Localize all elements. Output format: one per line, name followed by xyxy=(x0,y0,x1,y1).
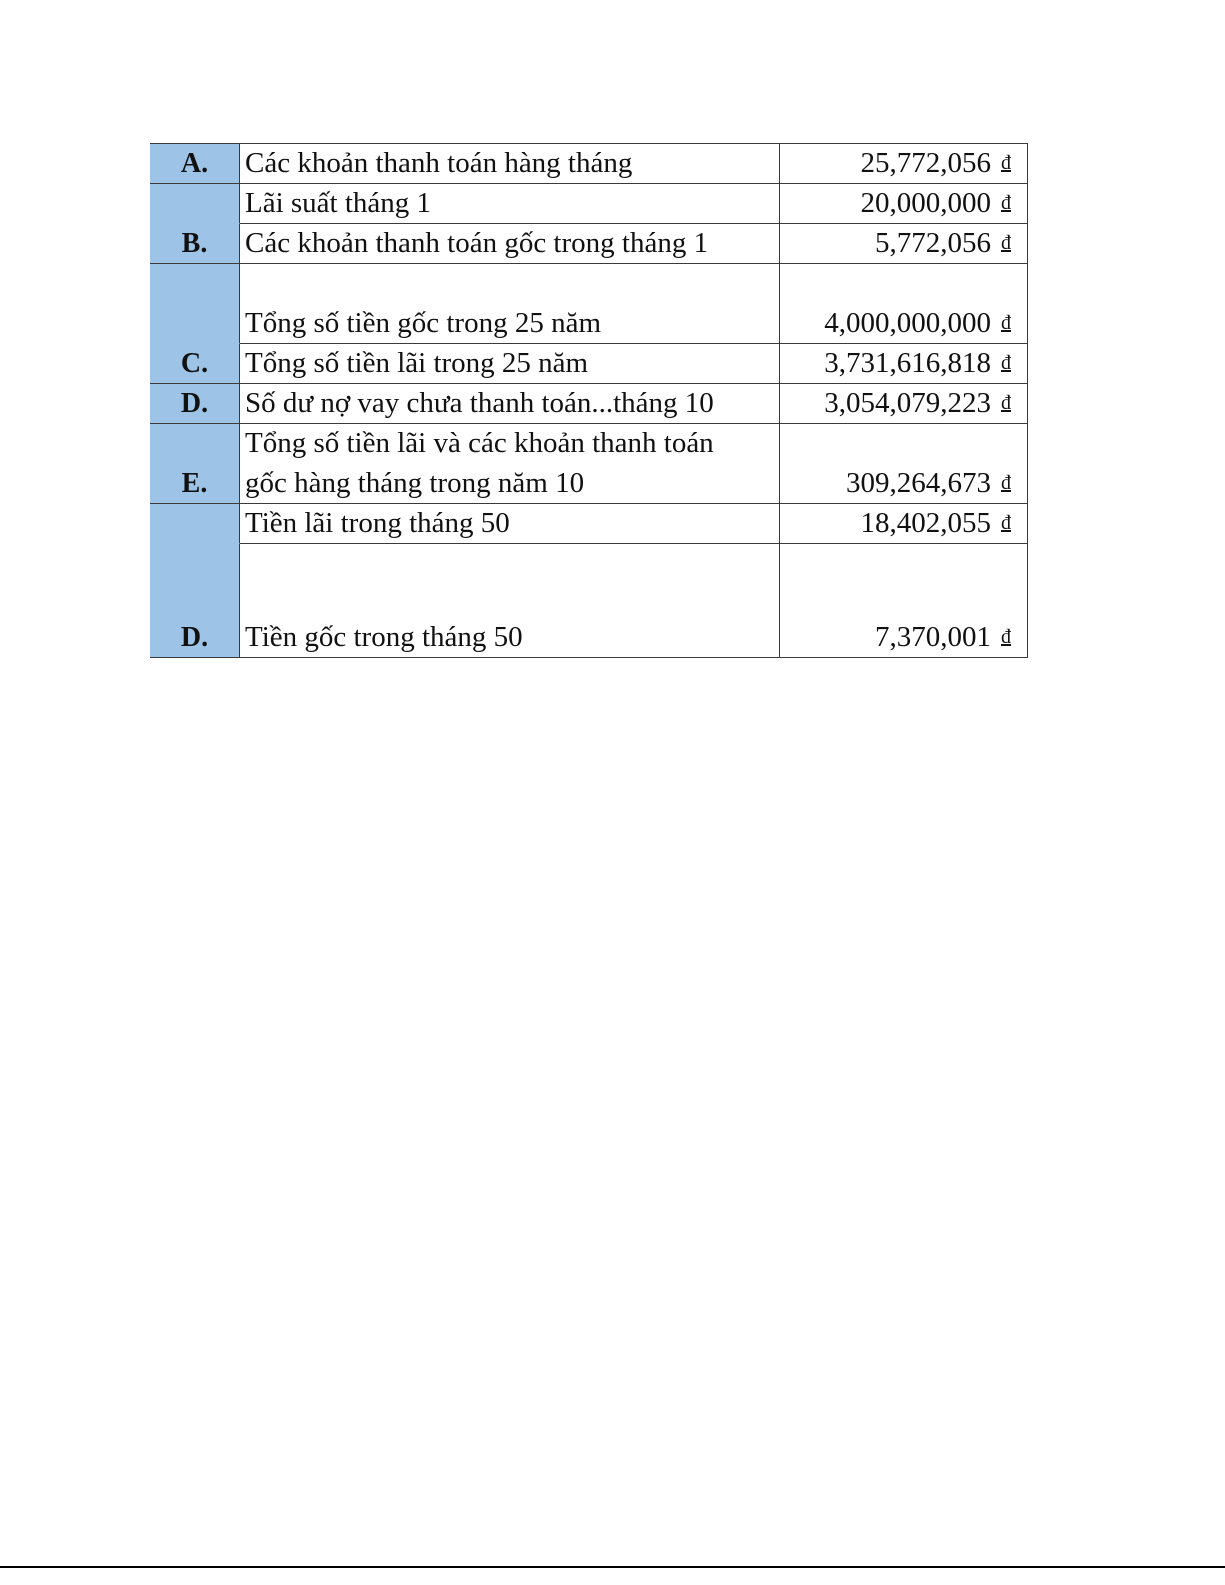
description-cell: Các khoản thanh toán hàng tháng xyxy=(240,144,780,183)
table-row xyxy=(150,343,1028,383)
value-cell xyxy=(780,184,1028,223)
row-label: E. xyxy=(181,468,208,499)
description-cell: Lãi suất tháng 1 xyxy=(240,184,780,223)
table-row xyxy=(150,263,1028,343)
value-cell xyxy=(780,144,1028,183)
row-label-cell xyxy=(150,543,240,657)
amount: 5,772,056 xyxy=(875,227,991,259)
value-cell xyxy=(780,384,1028,423)
row-label: A. xyxy=(180,148,209,179)
amount: 309,264,673 xyxy=(846,467,991,499)
amount: 20,000,000 xyxy=(860,187,991,219)
description-cell: Tiền lãi trong tháng 50 xyxy=(240,504,780,543)
amount: 3,731,616,818 xyxy=(824,347,991,379)
spreadsheet-table xyxy=(150,143,1028,658)
table-row xyxy=(150,543,1028,658)
amount: 18,402,055 xyxy=(860,507,991,539)
table-row xyxy=(150,183,1028,223)
value-cell xyxy=(780,344,1028,383)
currency-symbol: đ xyxy=(1001,512,1011,534)
description-cell: Số dư nợ vay chưa thanh toán...tháng 10 xyxy=(240,384,780,423)
description-cell: Các khoản thanh toán gốc trong tháng 1 xyxy=(240,224,780,263)
table-row xyxy=(150,503,1028,543)
table-row xyxy=(150,143,1028,183)
currency-symbol: đ xyxy=(1001,232,1011,254)
value-cell xyxy=(780,424,1028,503)
table-row xyxy=(150,223,1028,263)
row-label-cell xyxy=(150,223,240,263)
value-cell xyxy=(780,504,1028,543)
description-cell: Tổng số tiền gốc trong 25 năm xyxy=(240,264,780,343)
value-cell xyxy=(780,224,1028,263)
currency-symbol: đ xyxy=(1001,312,1011,334)
currency-symbol: đ xyxy=(1001,352,1011,374)
amount: 4,000,000,000 xyxy=(824,307,991,339)
amount: 3,054,079,223 xyxy=(824,387,991,419)
row-label: D. xyxy=(180,622,209,653)
row-label-cell xyxy=(150,504,240,543)
currency-symbol: đ xyxy=(1001,192,1011,214)
currency-symbol: đ xyxy=(1001,152,1011,174)
row-label-cell xyxy=(150,144,240,183)
row-label-cell xyxy=(150,264,240,343)
row-label: D. xyxy=(180,388,209,419)
currency-symbol: đ xyxy=(1001,392,1011,414)
table-row xyxy=(150,383,1028,423)
row-label-cell xyxy=(150,384,240,423)
currency-symbol: đ xyxy=(1001,472,1011,494)
row-label-cell xyxy=(150,424,240,503)
description-cell: Tiền gốc trong tháng 50 xyxy=(240,544,780,657)
row-label: B. xyxy=(181,228,208,259)
row-label: C. xyxy=(180,348,209,379)
description-line: Tổng số tiền lãi và các khoản thanh toán xyxy=(245,427,714,459)
value-cell xyxy=(780,544,1028,657)
value-cell xyxy=(780,264,1028,343)
row-label-cell xyxy=(150,343,240,383)
amount: 7,370,001 xyxy=(875,621,991,653)
currency-symbol: đ xyxy=(1001,626,1011,648)
description-cell xyxy=(240,424,780,503)
table-row xyxy=(150,423,1028,503)
description-line: gốc hàng tháng trong năm 10 xyxy=(245,467,585,499)
description-cell: Tổng số tiền lãi trong 25 năm xyxy=(240,344,780,383)
amount: 25,772,056 xyxy=(860,147,991,179)
page-bottom-rule xyxy=(0,1566,1225,1568)
row-label-cell xyxy=(150,184,240,223)
